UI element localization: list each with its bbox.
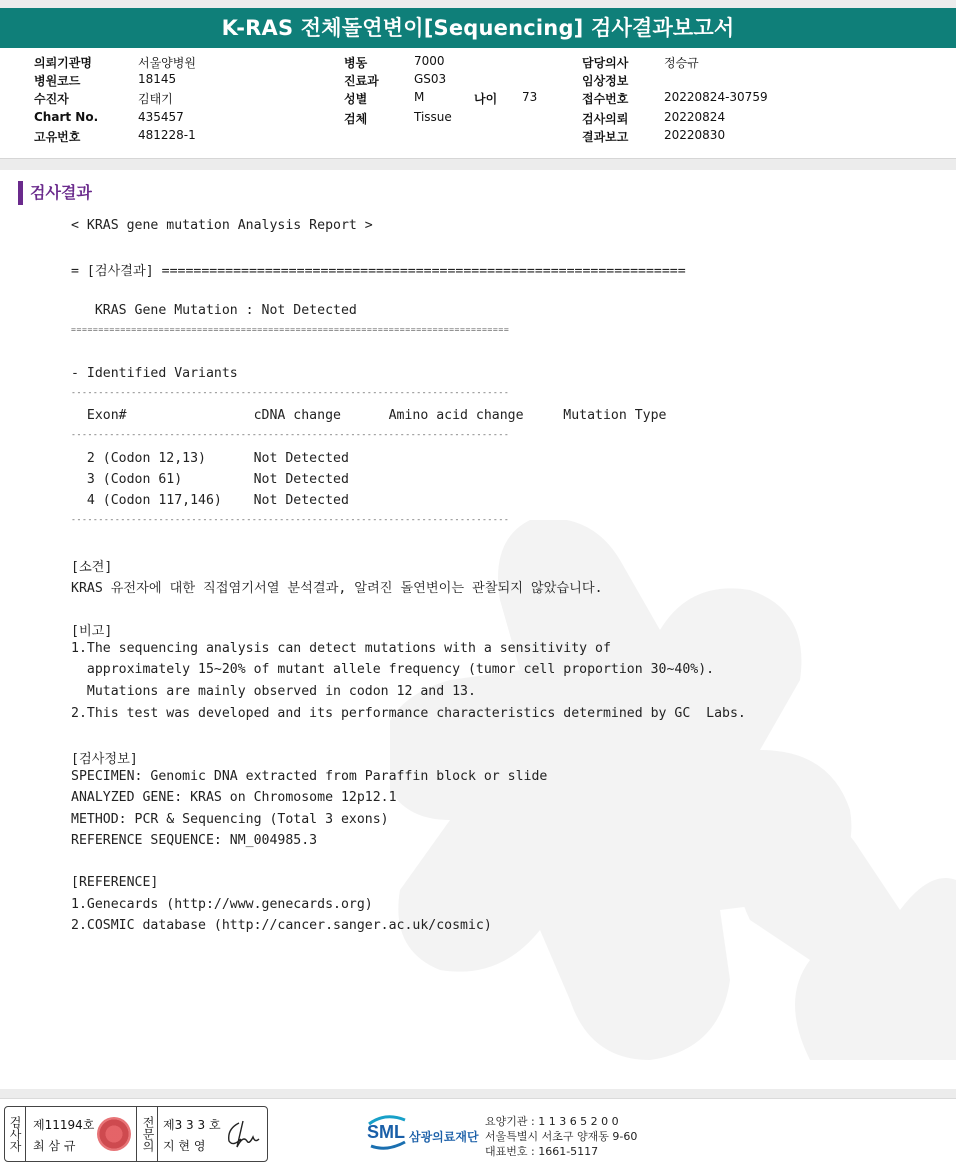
header-divider — [0, 158, 956, 170]
footer-band — [0, 1089, 956, 1099]
header-value: 정승규 — [664, 56, 699, 70]
age-label: 나이 — [474, 92, 498, 106]
header-value: 435457 — [138, 110, 184, 124]
examiner-name: 최 삼 규 — [33, 1139, 76, 1153]
report-line: 2 (Codon 12,13) Not Detected — [71, 451, 349, 466]
lab-info — [485, 1114, 637, 1159]
report-line: - Identified Variants — [71, 366, 238, 381]
header-label: 진료과 — [344, 74, 379, 88]
section-title: 검사결과 — [18, 180, 92, 206]
header-label: Chart No. — [34, 110, 99, 124]
header-label: 담당의사 — [582, 56, 629, 70]
report-line: 2.This test was developed and its performance characteristics determined by GC Labs. — [71, 706, 746, 721]
header-label: 의뢰기관명 — [34, 56, 92, 70]
report-line: SPECIMEN: Genomic DNA extracted from Paraffin block or slide — [71, 769, 548, 784]
header-label: 고유번호 — [34, 130, 81, 144]
header-label: 검사의뢰 — [582, 112, 629, 126]
lab-address: 서울특별시 서초구 양재동 9-60 — [485, 1130, 638, 1143]
header-value: GS03 — [414, 72, 447, 86]
report-line: -------------------------------------------------------------------------------- — [71, 387, 510, 397]
report-line: KRAS Gene Mutation : Not Detected — [71, 303, 357, 318]
doctor-number: 제3 3 3 호 — [163, 1118, 221, 1132]
header-label: 임상정보 — [582, 74, 629, 88]
signature-box — [4, 1106, 268, 1162]
header-value: 18145 — [138, 72, 177, 86]
header-value: 20220824-30759 — [664, 90, 768, 104]
sml-logo-text: SML — [367, 1122, 405, 1142]
report-line: ================================================================================ — [71, 324, 510, 334]
header-label: 병원코드 — [34, 74, 81, 88]
report-line: ANALYZED GENE: KRAS on Chromosome 12p12.1 — [71, 790, 397, 805]
report-line: < KRAS gene mutation Analysis Report > — [71, 218, 373, 233]
report-line: -------------------------------------------------------------------------------- — [71, 514, 510, 524]
lab-code: 요양기관 : 1 1 3 6 5 2 0 0 — [485, 1115, 619, 1128]
header-value: 7000 — [414, 54, 445, 68]
report-line: REFERENCE SEQUENCE: NM_004985.3 — [71, 833, 318, 848]
header-label: 성별 — [344, 92, 368, 106]
header-value: M — [414, 90, 425, 104]
doctor-label: 전문의 — [141, 1116, 155, 1152]
examiner-number: 제11194호 — [33, 1118, 95, 1132]
report-line: [검사정보] — [71, 752, 138, 767]
report-line: Exon# cDNA change Amino acid change Mutation Type — [71, 408, 667, 423]
report-line: 3 (Codon 61) Not Detected — [71, 472, 349, 487]
signature-icon — [223, 1119, 263, 1151]
lab-phone: 대표번호 : 1661-5117 — [485, 1145, 599, 1158]
report-line: [소견] — [71, 560, 113, 575]
top-strip — [0, 0, 956, 8]
report-line: METHOD: PCR & Sequencing (Total 3 exons) — [71, 812, 389, 827]
report-line: 1.Genecards (http://www.genecards.org) — [71, 897, 373, 912]
report-line: 2.COSMIC database (http://cancer.sanger.ac.uk/cosmic) — [71, 918, 492, 933]
header-label: 접수번호 — [582, 92, 629, 106]
report-line: KRAS 유전자에 대한 직접염기서열 분석결과, 알려진 돌연변이는 관찰되지 않았습니다. — [71, 581, 603, 596]
report-line: [비고] — [71, 624, 113, 639]
header-value: 서울양병원 — [138, 56, 196, 70]
report-line: [REFERENCE] — [71, 875, 159, 890]
header-label: 검체 — [344, 112, 368, 126]
patient-info-header — [0, 54, 956, 154]
header-value: Tissue — [414, 110, 452, 124]
seal-stamp-icon — [97, 1117, 131, 1151]
report-line: 4 (Codon 117,146) Not Detected — [71, 493, 349, 508]
report-line: Mutations are mainly observed in codon 12 and 13. — [71, 684, 476, 699]
doctor-name: 지 현 영 — [163, 1139, 206, 1153]
header-label: 수진자 — [34, 92, 69, 106]
header-value: 20220830 — [664, 128, 726, 142]
report-line: approximately 15~20% of mutant allele frequency (tumor cell proportion 30~40%). — [71, 662, 715, 677]
header-value: 481228-1 — [138, 128, 196, 142]
sml-logo — [365, 1112, 483, 1152]
header-label: 병동 — [344, 56, 368, 70]
report-line: = [검사결과] ================================================================== — [71, 264, 686, 279]
examiner-label: 검사자 — [8, 1116, 22, 1152]
report-line: -------------------------------------------------------------------------------- — [71, 429, 510, 439]
watermark-logo — [390, 520, 956, 1060]
header-label: 결과보고 — [582, 130, 629, 144]
header-value: 20220824 — [664, 110, 726, 124]
age-value: 73 — [522, 90, 538, 104]
report-title: K-RAS 전체돌연변이[Sequencing] 검사결과보고서 — [0, 8, 956, 48]
org-name: 삼광의료재단 — [409, 1130, 479, 1144]
report-line: 1.The sequencing analysis can detect mutations with a sensitivity of — [71, 641, 611, 656]
header-value: 김태기 — [138, 92, 173, 106]
